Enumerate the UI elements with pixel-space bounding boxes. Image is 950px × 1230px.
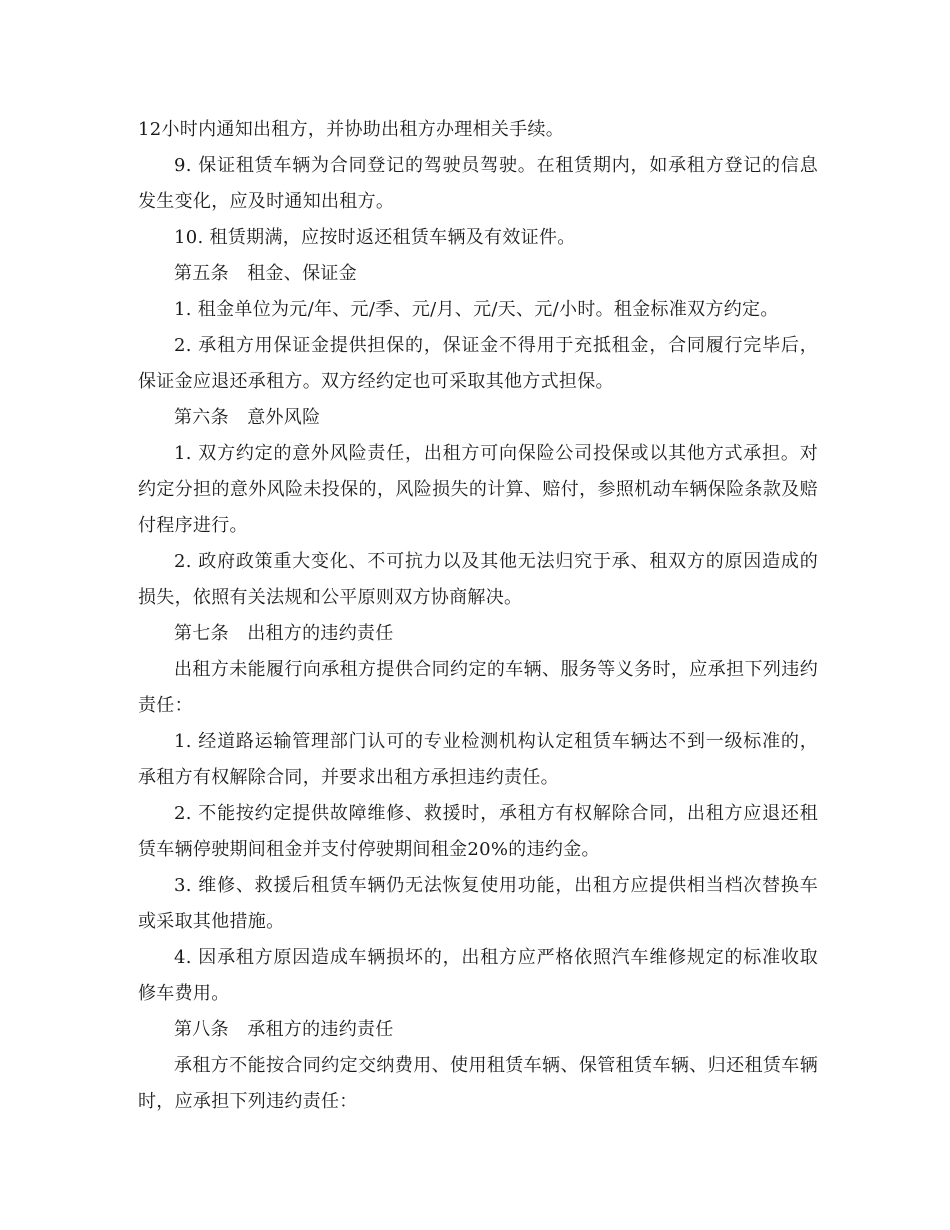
article-5-item-1: 1. 租金单位为元/年、元/季、元/月、元/天、元/小时。租金标准双方约定。 (174, 299, 779, 320)
article-7-intro: 出租方未能履行向承租方提供合同约定的车辆、服务等义务时，应承担下列违约责任： (138, 659, 818, 716)
article-5-item-2: 2. 承租方用保证金提供担保的，保证金不得用于充抵租金，合同履行完毕后，保证金应退还承租方。双方经约定也可采取其他方式担保。 (138, 335, 818, 392)
article-6-item-1: 1. 双方约定的意外风险责任，出租方可向保险公司投保或以其他方式承担。对约定分担的意外风险未投保的，风险损失的计算、赔付，参照机动车辆保险条款及赔付程序进行。 (138, 443, 818, 536)
paragraph-continuation: 12小时内通知出租方，并协助出租方办理相关手续。 (138, 119, 565, 140)
article-7-item-4: 4. 因承租方原因造成车辆损坏的，出租方应严格依照汽车维修规定的标准收取修车费用。 (138, 947, 818, 1004)
article-7-item-1: 1. 经道路运输管理部门认可的专业检测机构认定租赁车辆达不到一级标准的，承租方有权解除合同，并要求出租方承担违约责任。 (138, 731, 818, 788)
article-8-intro: 承租方不能按合同约定交纳费用、使用租赁车辆、保管租赁车辆、归还租赁车辆时，应承担下列违约责任： (138, 1055, 818, 1112)
article-7-item-3: 3. 维修、救援后租赁车辆仍无法恢复使用功能，出租方应提供相当档次替换车或采取其他措施。 (138, 875, 818, 932)
article-6-heading: 第六条 意外风险 (174, 407, 321, 428)
article-6-item-2: 2. 政府政策重大变化、不可抗力以及其他无法归究于承、租双方的原因造成的损失，依照有关法规和公平原则双方协商解决。 (138, 551, 818, 608)
article-8-heading: 第八条 承租方的违约责任 (174, 1019, 394, 1040)
article-7-item-2: 2. 不能按约定提供故障维修、救援时，承租方有权解除合同，出租方应退还租赁车辆停驶期间租金并支付停驶期间租金20%的违约金。 (138, 803, 818, 860)
paragraph-item-10: 10. 租赁期满，应按时返还租赁车辆及有效证件。 (174, 227, 576, 248)
article-5-heading: 第五条 租金、保证金 (174, 263, 357, 284)
document-body (138, 112, 818, 1120)
paragraph-item-9: 9. 保证租赁车辆为合同登记的驾驶员驾驶。在租赁期内，如承租方登记的信息发生变化，应及时通知出租方。 (138, 155, 818, 212)
article-7-heading: 第七条 出租方的违约责任 (174, 623, 394, 644)
